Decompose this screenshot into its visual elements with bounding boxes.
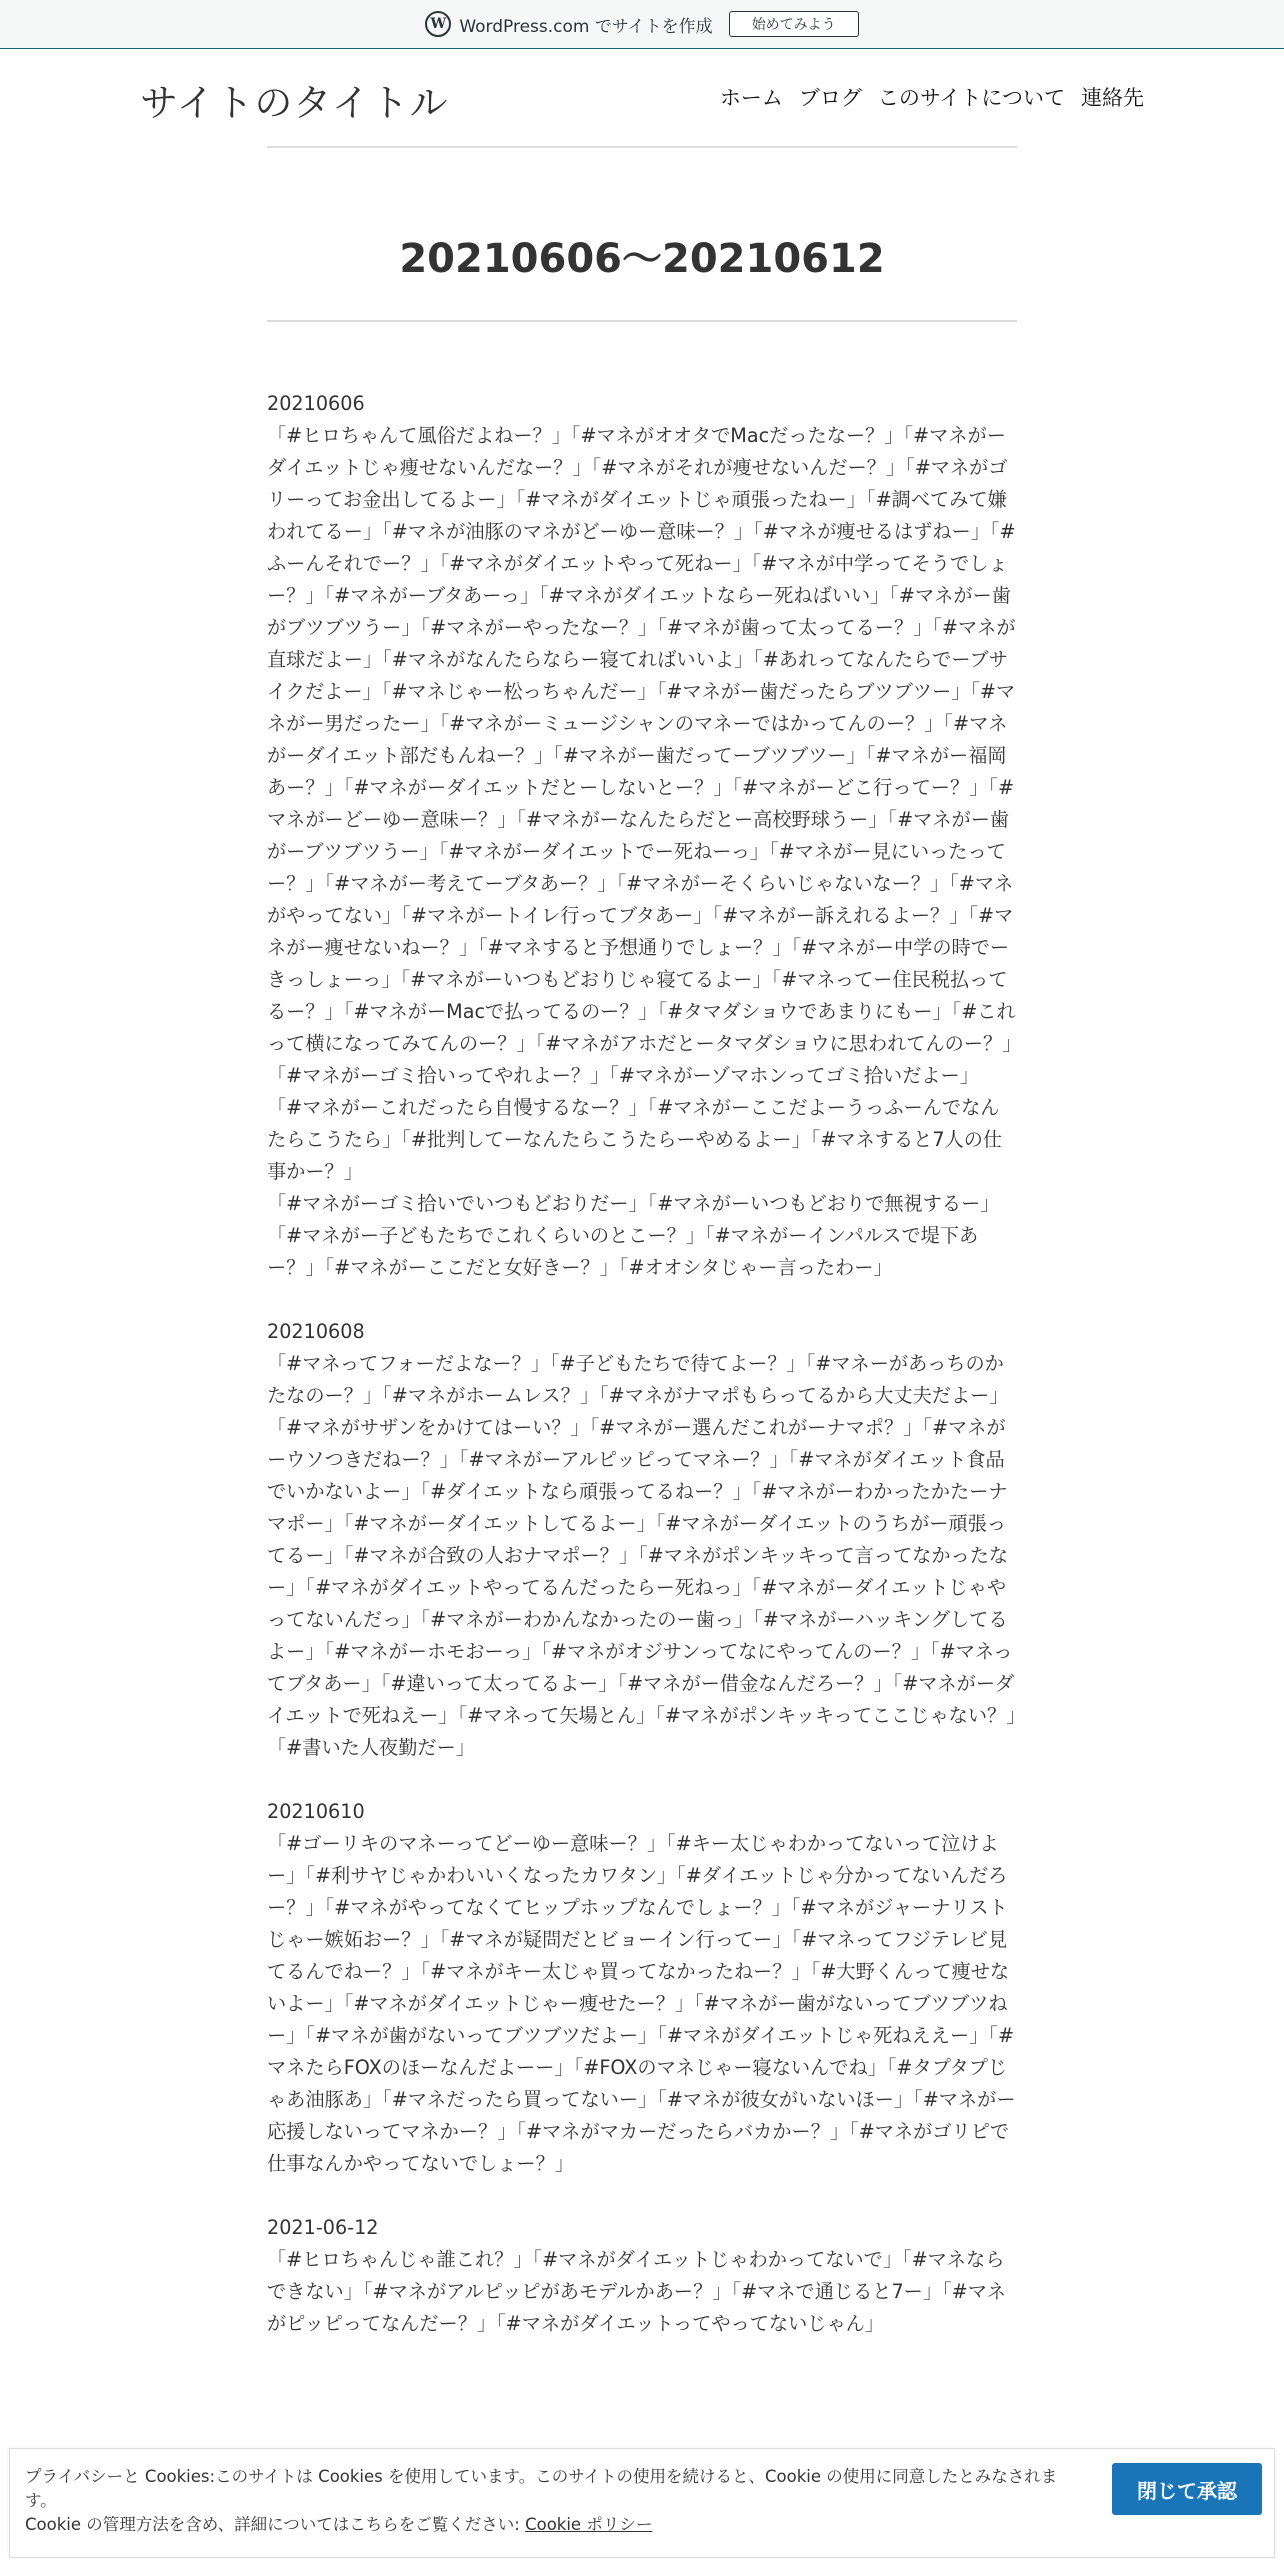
section-paragraph: 「#ヒロちゃんて風俗だよねー？」「#マネがオオタでMacだったなー？」「#マネがーダイエットじゃ痩せないんだなー？」「#マネがそれが痩せないんだー？」「#マネがゴリーってお金出してるよー」「#マネがダイエットじゃ頑張ったねー」「#調べてみて嫌われてるー」「#マネが油豚のマネがどーゆー意味ー？」「#マネが痩せるはずねー」「#ふーんそれでー？」「#マネがダイエットやって死ねー」「#マネが中学ってそうでしょー？」「#マネがーブタあーっ」「#マネがダイエットならー死ねばいい」「#マネがー歯がブツブツうー」「#マネがーやったなー？」「#マネが歯って太ってるー？」「#マネが直球だよー」「#マネがなんたらならー寝てればいいよ」「#あれってなんたらでーブサイクだよー」「#マネじゃー松っちゃんだー」「#マネがー歯だったらブツブツー」「#マネがー男だったー」「#マネがーミュージシャンのマネーではかってんのー？」「#マネがーダイエット部だもんねー？」「#マネがー歯だってーブツブツー」「#マネがー福岡あー？」「#マネがーダイエットだとーしないとー？」「#マネがーどこ行ってー？」「#マネがーどーゆー意味ー？」「#マネがーなんたらだとー高校野球うー」「#マネがー歯がーブツブツうー」「#マネがーダイエットでー死ねーっ」「#マネがー見にいったってー？」「#マネがー考えてーブタあー？」「#マネがーそくらいじゃないなー？」「#マネがやってない」「#マネがートイレ行ってブタあー」「#マネがー訴えれるよー？」「#マネがー痩せないねー？」「#マネすると予想通りでしょー？」「#マネがー中学の時でーきっしょーっ」「#マネがーいつもどおりじゃ寝てるよー」「#マネってー住民税払ってるー？」「#マネがーMacで払ってるのー？」「#タマダショウであまりにもー」「#これって横になってみてんのー？」「#マネがアホだとータマダショウに思われてんのー？」「#マネがーゴミ拾いってやれよー？」「#マネがーゾマホンってゴミ拾いだよー」: [267, 424, 1016, 1087]
wordpress-logo-icon[interactable]: W: [425, 11, 451, 37]
site-title[interactable]: サイトのタイトル: [140, 81, 449, 125]
post-title: 20210606～20210612: [399, 235, 885, 282]
wordpress-promo-bar: [0, 0, 1284, 49]
section-paragraph: 「#マネがーゴミ拾いでいつもどおりだー」「#マネがーいつもどおりで無視するー」「#マネがー子どもたちでこれくらいのとこー？」「#マネがーインパルスで堤下あー？」「#マネがーここだと女好きー？」「#オオシタじゃー言ったわー」: [267, 1192, 1000, 1279]
post-section: [267, 1796, 1017, 2180]
close-and-accept-button[interactable]: 閉じて承認: [1112, 2463, 1262, 2515]
cookie-banner: [9, 2448, 1275, 2558]
post-section: [267, 1316, 1017, 1764]
cookie-policy-link[interactable]: Cookie ポリシー: [525, 2515, 653, 2534]
header-divider: [267, 146, 1017, 148]
section-paragraph: 「#ヒロちゃんじゃ誰これ？」「#マネがダイエットじゃわかってないで」「#マネならできない」「#マネがアルピッピがあモデルかあー？」「#マネで通じると7ー」「#マネがピッピってなんだー？」「#マネがダイエットってやってないじゃん」: [267, 2248, 1007, 2335]
get-started-button[interactable]: 始めてみよう: [729, 11, 859, 37]
section-paragraph: 「#ゴーリキのマネーってどーゆー意味ー？」「#キー太じゃわかってないって泣けよー」「#利サヤじゃかわいいくなったカワタン」「#ダイエットじゃ分かってないんだろー？」「#マネがやってなくてヒップホップなんでしょー？」「#マネがジャーナリストじゃー嫉妬おー？」「#マネが疑問だとビョーイン行ってー」「#マネってフジテレビ見てるんでねー？」「#マネがキー太じゃ買ってなかったねー？」「#大野くんって痩せないよー」「#マネがダイエットじゃー痩せたー？」「#マネがー歯がないってブツブツねー」「#マネが歯がないってブツブツだよー」「#マネがダイエットじゃ死ねええー」「#マネたらFOXのほーなんだよーー」「#FOXのマネじゃー寝ないんでね」「#タプタプじゃあ油豚あ」「#マネだったら買ってないー」「#マネが彼女がいないほー」「#マネがー応援しないってマネかー？」「#マネがマカーだったらバカかー？」「#マネがゴリピで仕事なんかやってないでしょー？」: [267, 1832, 1016, 2175]
post-section: [267, 2212, 1017, 2340]
section-date: 20210608: [267, 1320, 365, 1343]
main-nav: [720, 82, 1144, 112]
section-paragraph: 「#マネってフォーだよなー？」「#子どもたちで待てよー？」「#マネーがあっちのかたなのー？」「#マネがホームレス？」「#マネがナマポもらってるから大丈夫だよー」「#マネがサザンをかけてはーい？」「#マネがー選んだこれがーナマポ？」「#マネがーウソつきだねー？」「#マネがーアルピッピってマネー？」「#マネがダイエット食品でいかないよー」「#ダイエットなら頑張ってるねー？」「#マネがーわかったかたーナマポー」「#マネがーダイエットしてるよー」「#マネがーダイエットのうちがー頑張ってるー」「#マネが合致の人おナマポー？」「#マネがポンキッキって言ってなかったなー」「#マネがダイエットやってるんだったらー死ねっ」「#マネがーダイエットじゃやってないんだっ」「#マネがーわかんなかったのー歯っ」「#マネがーハッキングしてるよー」「#マネがーホモおーっ」「#マネがオジサンってなにやってんのー？」「#マネってブタあー」「#違いって太ってるよー」「#マネがー借金なんだろー？」「#マネがーダイエットで死ねえー」「#マネって矢場とん」「#マネがポンキッキってここじゃない？」「#書いた人夜勤だー」: [267, 1352, 1016, 1759]
nav-item-home[interactable]: ホーム: [719, 86, 783, 110]
title-divider: [267, 320, 1017, 322]
section-date: 20210606: [267, 392, 365, 415]
nav-item-blog[interactable]: ブログ: [798, 86, 862, 110]
wordpress-promo-link[interactable]: WordPress.com でサイトを作成: [459, 16, 713, 37]
nav-item-contact[interactable]: 連絡先: [1081, 86, 1144, 110]
section-paragraph: 「#マネがーこれだったら自慢するなー？」「#マネがーここだよーうっふーんでなんたらこうたら」「#批判してーなんたらこうたらーやめるよー」「#マネすると7人の仕事かー？」: [267, 1096, 1003, 1183]
post-section: [267, 388, 1017, 1284]
post-content: [267, 388, 1017, 2372]
cookie-notice: プライバシーと Cookies:このサイトは Cookies を使用しています。このサイトの使用を続けると、Cookie の使用に同意したとみなされます。: [25, 2467, 1058, 2510]
section-date: 20210610: [267, 1800, 365, 1823]
section-date: 2021-06-12: [267, 2216, 379, 2239]
cookie-text: [25, 2465, 1065, 2537]
nav-item-about[interactable]: このサイトについて: [877, 86, 1065, 110]
cookie-details: Cookie の管理方法を含め、詳細についてはこちらをご覧ください:: [25, 2515, 520, 2534]
